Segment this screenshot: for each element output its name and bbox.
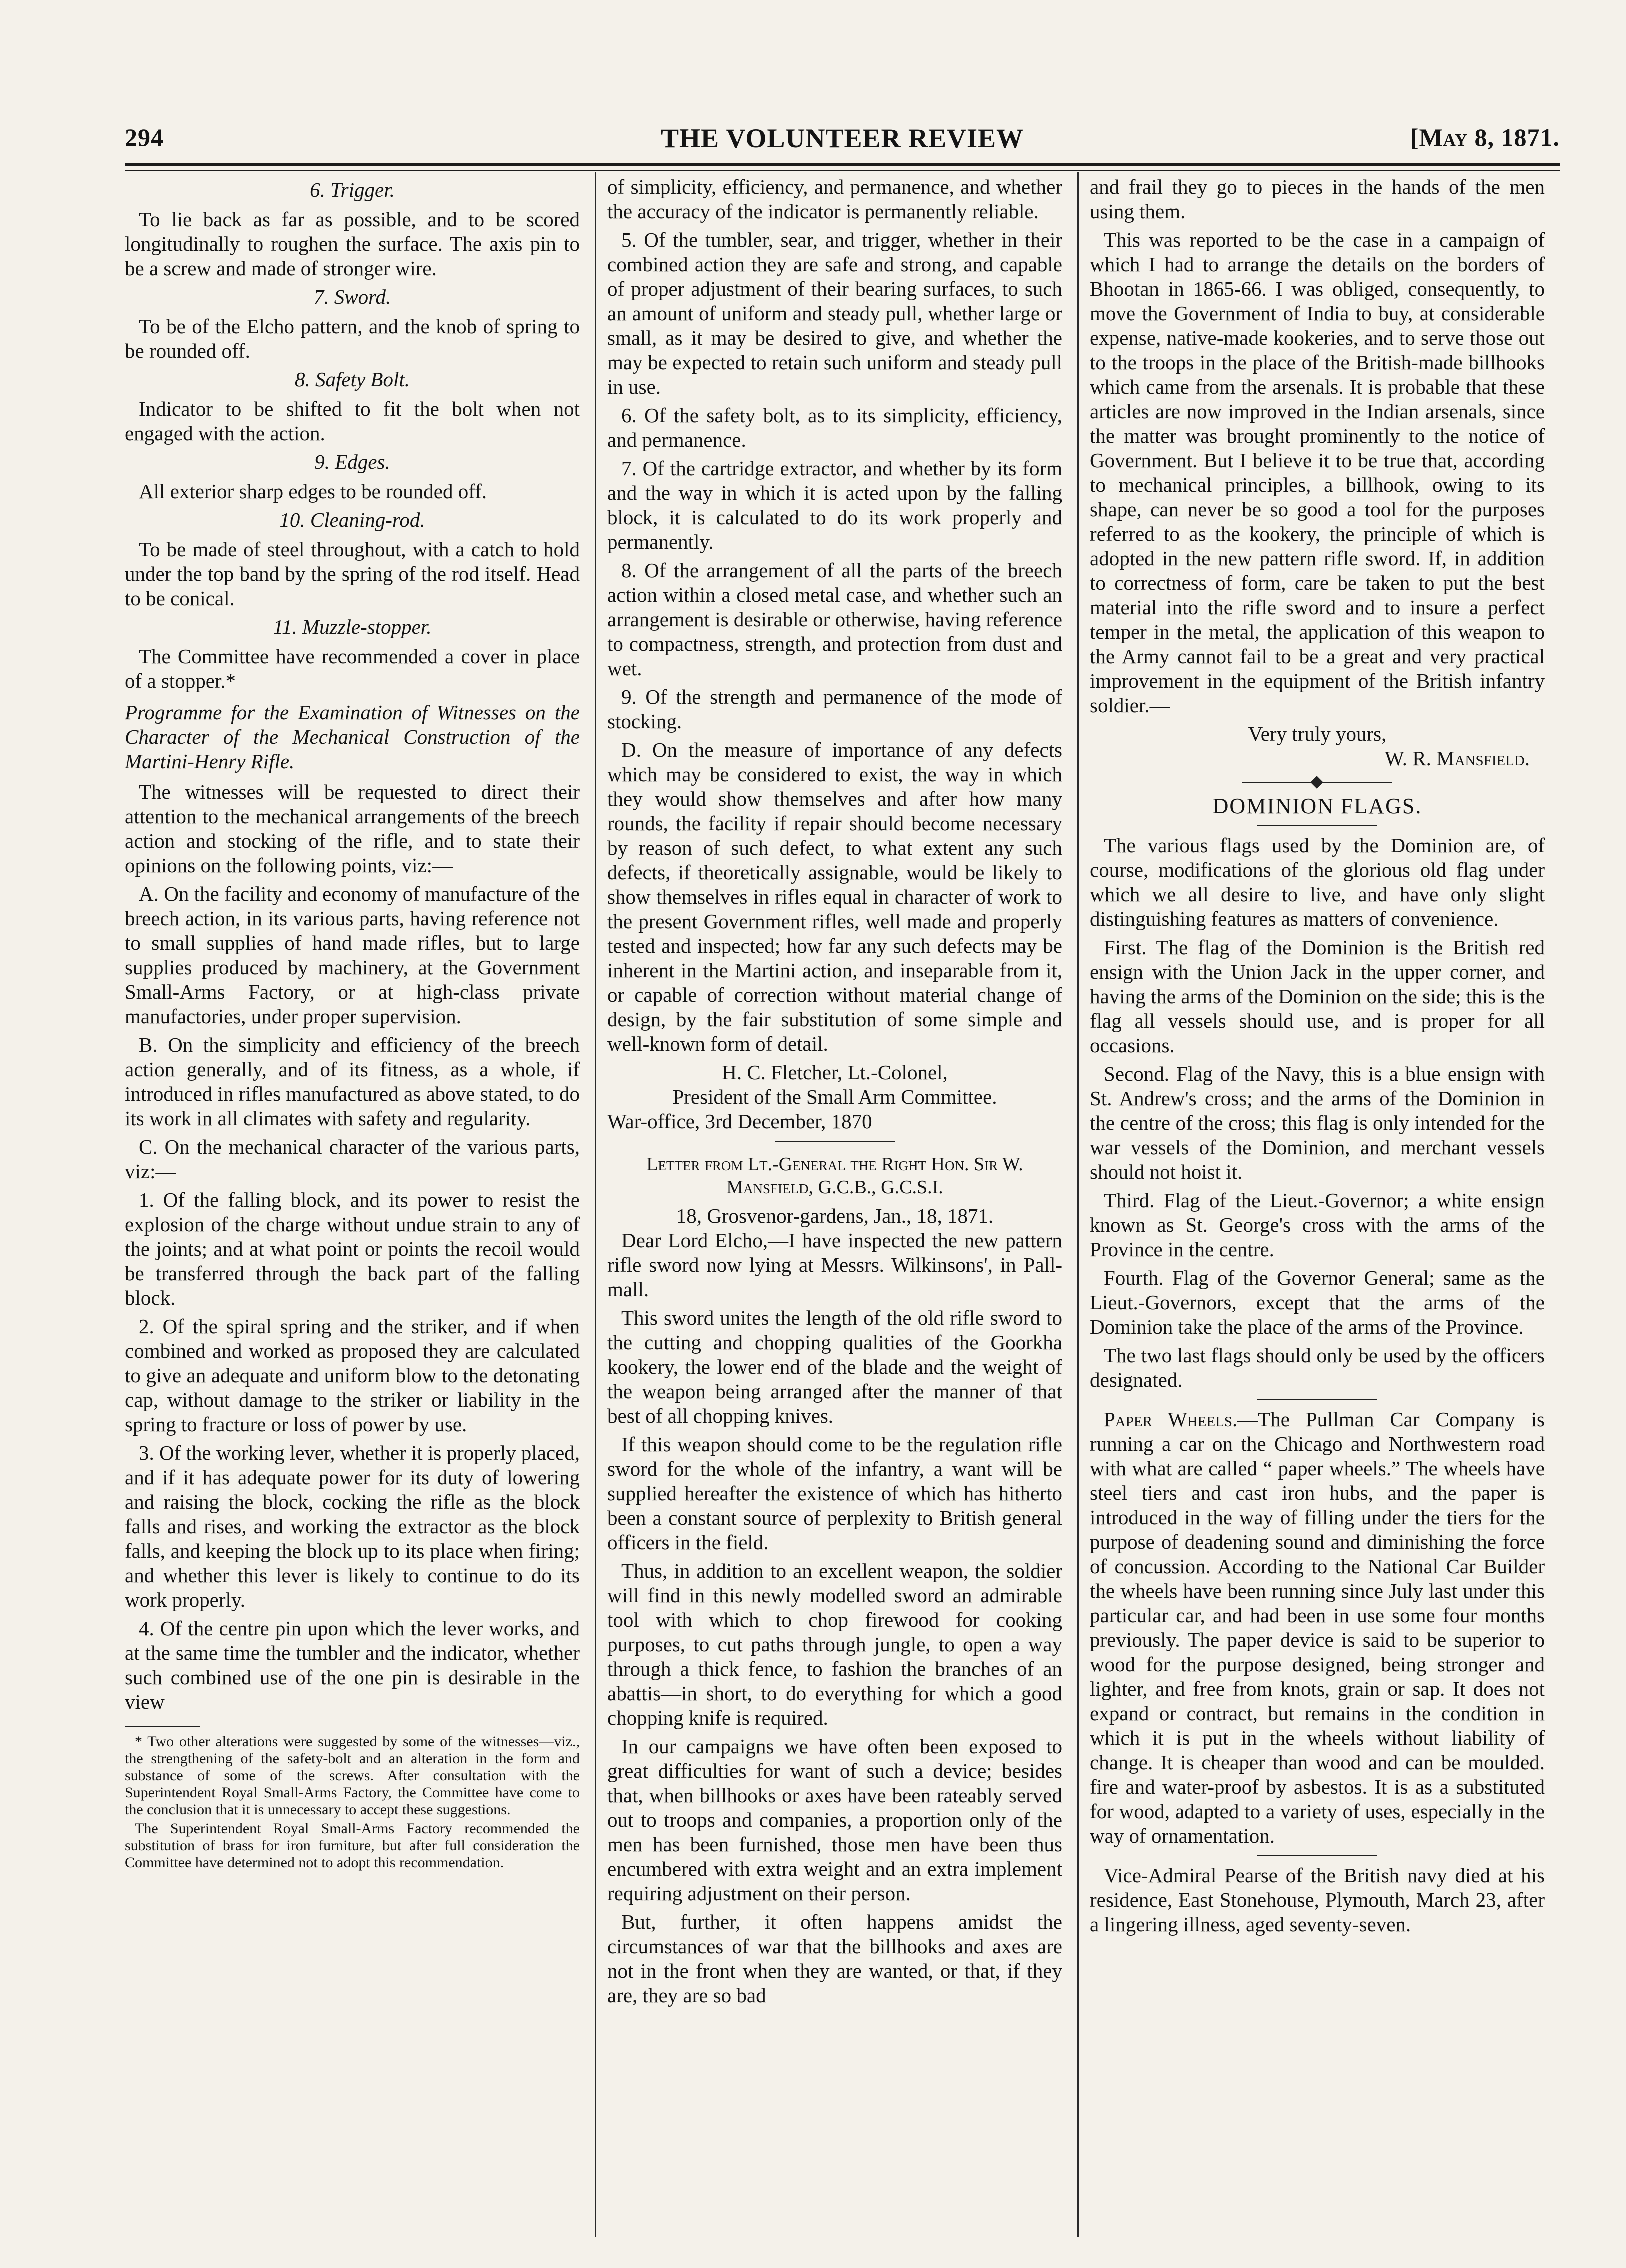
signature-name: H. C. Fletcher, Lt.-Colonel, [722, 1061, 948, 1084]
paragraph: First. The flag of the Dominion is the British red ensign with the Union Jack in the upper corner, and having the arms of the Dominion on the side; this is the flag all vessels should use, and is proper for all occasions. [1090, 936, 1545, 1057]
signature-title: President of the Small Arm Committee. [672, 1085, 998, 1108]
column-divider [1078, 172, 1079, 2237]
column-right [1090, 175, 1545, 2235]
item-lead: Paper Wheels. [1104, 1408, 1238, 1431]
item-body: —The Pullman Car Company is running a car on the Chicago and Northwestern road with what are called “ paper wheels.” The wheels have steel tiers and cast iron hubs, and the paper is introduced in the way of filling under the tiers for the purpose of deadening sound and diminishing the force of concussion. According to the National Car Builder the wheels have been running since July last under this particular car, and had been in use some four months previously. The paper device is said to be superior to wood for the purpose designed, being stronger and lighter, and free from knots, grain or sap. It does not expand or contract, but remains in the condition in which it is put in the wheels without liability of change. It is cheaper than wood and can be moulded. fire and water-proof by asbestos. It is as a substituted for wood, adapted to a variety of uses, especially in the way of ornamentation. [1090, 1408, 1545, 1847]
paragraph: Fourth. Flag of the Governor General; same as the Lieut.-Governors, except that the arms of the Dominion take the place of the arms of the Province. [1090, 1266, 1545, 1338]
paragraph: The Committee have recommended a cover in place of a stopper.* [125, 645, 580, 692]
signature-date: War-office, 3rd December, 1870 [608, 1110, 872, 1133]
paragraph: 9. Of the strength and permanence of the mode of stocking. [608, 685, 1062, 733]
section-heading: 6. Trigger. [310, 178, 395, 201]
issue-date: [May 8, 1871. [1410, 123, 1560, 151]
paragraph: If this weapon should come to be the regulation rifle sword for the whole of the infantry, a want will be supplied hereafter the existence of which has hitherto been a constant source of perplexity to British general officers in the field. [608, 1433, 1062, 1554]
letter-signer: W. R. Mansfield. [1384, 747, 1530, 770]
section-rule [1258, 1399, 1378, 1400]
paragraph [1090, 1407, 1545, 1848]
paragraph: This was reported to be the case in a campaign of which I had to arrange the details on the borders of Bhootan in 1865-66. I was obliged, consequently, to move the Government of India to buy, at considerable expense, native-made kookeries, and to serve those out to the troops in the place of the British-made billhooks which came from the arsenals. It is probable that these articles are now improved in the Indian arsenals, since the matter was brought prominently to the notice of Government. But I believe it to be true that, according to mechanical principles, a billhook, owing to its shape, can never be so good a tool for the purposes referred to as the kookery, the principle of which is adopted in the new pattern rifle sword. If, in addition to correctness of form, care be taken to put the best material into the rifle sword and to insure a perfect temper in the metal, the application of this weapon to the Army cannot fail to be a great and very practical improvement in the equipment of the British infantry soldier.— [1090, 228, 1545, 717]
paragraph: The two last flags should only be used by the officers designated. [1090, 1344, 1545, 1391]
paragraph: B. On the simplicity and efficiency of the breech action generally, and of its fitness, as a whole, if introduced in rifles manufactured as above stated, to do its work in all climates with safety and regularity. [125, 1033, 580, 1130]
ornament-rule [1242, 782, 1392, 783]
paragraph: Second. Flag of the Navy, this is a blue ensign with St. Andrew's cross; and the arms of the Dominion in the centre of the cross; this flag is only intended for the war vessels of the Dominion, and merchant vessels should not hoist it. [1090, 1062, 1545, 1183]
paragraph: 3. Of the working lever, whether it is properly placed, and if it has adequate power for its duty of lowering and raising the block, cocking the rifle as the block falls and rises, and working the extractor as the block falls, and keeping the block up to its place when firing; and whether this lever is likely to continue to do its work properly. [125, 1441, 580, 1611]
paragraph: Vice-Admiral Pearse of the British navy died at his residence, East Stonehouse, Plymouth, March 23, after a lingering illness, aged seventy-seven. [1090, 1864, 1545, 1936]
section-heading: 9. Edges. [314, 450, 390, 473]
paragraph: of simplicity, efficiency, and permanence, and whether the accuracy of the indicator is permanently reliable. [608, 175, 1062, 223]
paragraph: But, further, it often happens amidst the circumstances of war that the billhooks and axes are not in the front when they are wanted, or that, if they are, they are so bad [608, 1910, 1062, 2007]
paragraph: A. On the facility and economy of manufacture of the breech action, in its various parts, having reference not to small supplies of hand made rifles, but to large supplies produced by machinery, at the Government Small-Arms Factory, or at high-class private manufactories, under proper supervision. [125, 882, 580, 1028]
page-header [125, 116, 1560, 159]
paragraph: Indicator to be shifted to fit the bolt when not engaged with the action. [125, 397, 580, 445]
column-divider [595, 172, 596, 2237]
paragraph: and frail they go to pieces in the hands of the men using them. [1090, 175, 1545, 223]
page-number: 294 [125, 123, 164, 151]
footnote: The Superintendent Royal Small-Arms Factory recommended the substitution of brass for iron furniture, but after full consideration the Committee have determined not to adopt this recommendation. [125, 1820, 580, 1871]
footnote: * Two other alterations were suggested by some of the witnesses—viz., the strengthening of the safety-bolt and an alteration in the form and substance of some of the screws. After consultation with the Superintendent Royal Small-Arms Factory, the Committee have come to the conclusion that it is unnecessary to accept these suggestions. [125, 1733, 580, 1818]
section-rule [775, 1141, 895, 1142]
section-heading: 8. Safety Bolt. [294, 368, 410, 391]
letter-heading: Letter from Lt.-General the Right Hon. Sir W. Mansfield, G.C.B., G.C.S.I. [646, 1154, 1024, 1198]
section-heading: 10. Cleaning-rod. [280, 508, 426, 531]
article-title: DOMINION FLAGS. [1212, 794, 1422, 818]
letter-address: 18, Grosvenor-gardens, Jan., 18, 1871. [676, 1204, 994, 1227]
paragraph: 7. Of the cartridge extractor, and whether by its form and the way in which it is acted upon by the falling block, it is calculated to do its work properly and permanently. [608, 457, 1062, 553]
paragraph: 5. Of the tumbler, sear, and trigger, whether in their combined action they are safe and strong, and capable of proper adjustment of their bearing surfaces, to such an amount of uniform and steady pull, whether large or small, as it may be desired to give, and whether the may be expected to retain such uniform and steady pull in use. [608, 228, 1062, 398]
paragraph: Third. Flag of the Lieut.-Governor; a white ensign known as St. George's cross with the arms of the Province in the centre. [1090, 1189, 1545, 1261]
letter-closing: Very truly yours, [1248, 722, 1387, 745]
paragraph: Dear Lord Elcho,—I have inspected the new pattern rifle sword now lying at Messrs. Wilkinsons', in Pall-mall. [608, 1229, 1062, 1301]
masthead-title: THE VOLUNTEER REVIEW [660, 123, 1024, 153]
paragraph: 4. Of the centre pin upon which the lever works, and at the same time the tumbler and the indicator, whether such combined use of the one pin is desirable in the view [125, 1617, 580, 1713]
paragraph: D. On the measure of importance of any defects which may be considered to exist, the way in which they would show themselves and after how many rounds, the facility if repair should become necessary by reason of such defect, to what extent any such defects, if theoretically assignable, would be likely to show themselves in rifles equal in character of work to the present Government rifles, well made and properly tested and inspected; how far any such defects may be inherent in the Martini action, and inseparable from it, or capable of correction without material change of design, by the fair substitution of some simple and well-known form of detail. [608, 738, 1062, 1055]
header-rule [125, 163, 1560, 166]
paragraph: 1. Of the falling block, and its power to resist the explosion of the charge without undue strain to any of the joints; and at what point or points the recoil would be transferred through the back part of the falling block. [125, 1188, 580, 1309]
column-middle [608, 175, 1062, 2235]
header-rule-thin [125, 170, 1560, 171]
paragraph: 2. Of the spiral spring and the striker, and if when combined and worked as proposed they are calculated to give an adequate and uniform blow to the detonating cap, without damage to the striker or liability in the spring to fracture or loss of power by use. [125, 1315, 580, 1436]
section-heading: 11. Muzzle-stopper. [273, 615, 432, 638]
footnote-rule [125, 1726, 200, 1727]
paragraph: In our campaigns we have often been exposed to great difficulties for want of such a device; besides that, when billhooks or axes have been rateably served out to troops and companies, a proportion only of the men has been furnished, those men have been thus encumbered with extra weight and an extra implement requiring adjustment on their person. [608, 1735, 1062, 1905]
paragraph: To be made of steel throughout, with a catch to hold under the top band by the spring of the rod itself. Head to be conical. [125, 538, 580, 610]
paragraph: All exterior sharp edges to be rounded off. [139, 480, 488, 503]
paragraph: C. On the mechanical character of the various parts, viz:— [125, 1135, 580, 1183]
paragraph: To be of the Elcho pattern, and the knob of spring to be rounded off. [125, 315, 580, 362]
section-rule [1258, 1855, 1378, 1856]
section-heading: 7. Sword. [314, 285, 392, 308]
paragraph: This sword unites the length of the old rifle sword to the cutting and chopping qualities of the Goorkha kookery, the lower end of the blade and the weight of the weapon being arranged after the manner of that best of all chopping knives. [608, 1306, 1062, 1427]
section-rule [1258, 825, 1378, 826]
paragraph: The various flags used by the Dominion are, of course, modifications of the glorious old flag under which we all desire to live, and have only slight distinguishing features as matters of convenience. [1090, 834, 1545, 930]
column-left [125, 175, 580, 2235]
paragraph: To lie back as far as possible, and to be scored longitudinally to roughen the surface. The axis pin to be a screw and made of stronger wire. [125, 208, 580, 280]
paragraph: 6. Of the safety bolt, as to its simplicity, efficiency, and permanence. [608, 404, 1062, 451]
paragraph: Thus, in addition to an excellent weapon, the soldier will find in this newly modelled sword an admirable tool with which to chop firewood for cooking purposes, to cut paths through jungle, to open a way through a thick fence, to fashion the branches of an abattis—in short, to do everything for which a good chopping knife is required. [608, 1559, 1062, 1729]
paragraph: The witnesses will be requested to direct their attention to the mechanical arrangements of the breech action and stocking of the rifle, and to state their opinions on the following points, viz:— [125, 780, 580, 877]
paragraph: 8. Of the arrangement of all the parts of the breech action within a closed metal case, and whether such an arrangement is desirable or otherwise, having reference to compactness, strength, and protection from dust and wet. [608, 559, 1062, 680]
programme-title: Programme for the Examination of Witnesses on the Character of the Mechanical Construction of the Martini-Henry Rifle. [125, 701, 580, 773]
